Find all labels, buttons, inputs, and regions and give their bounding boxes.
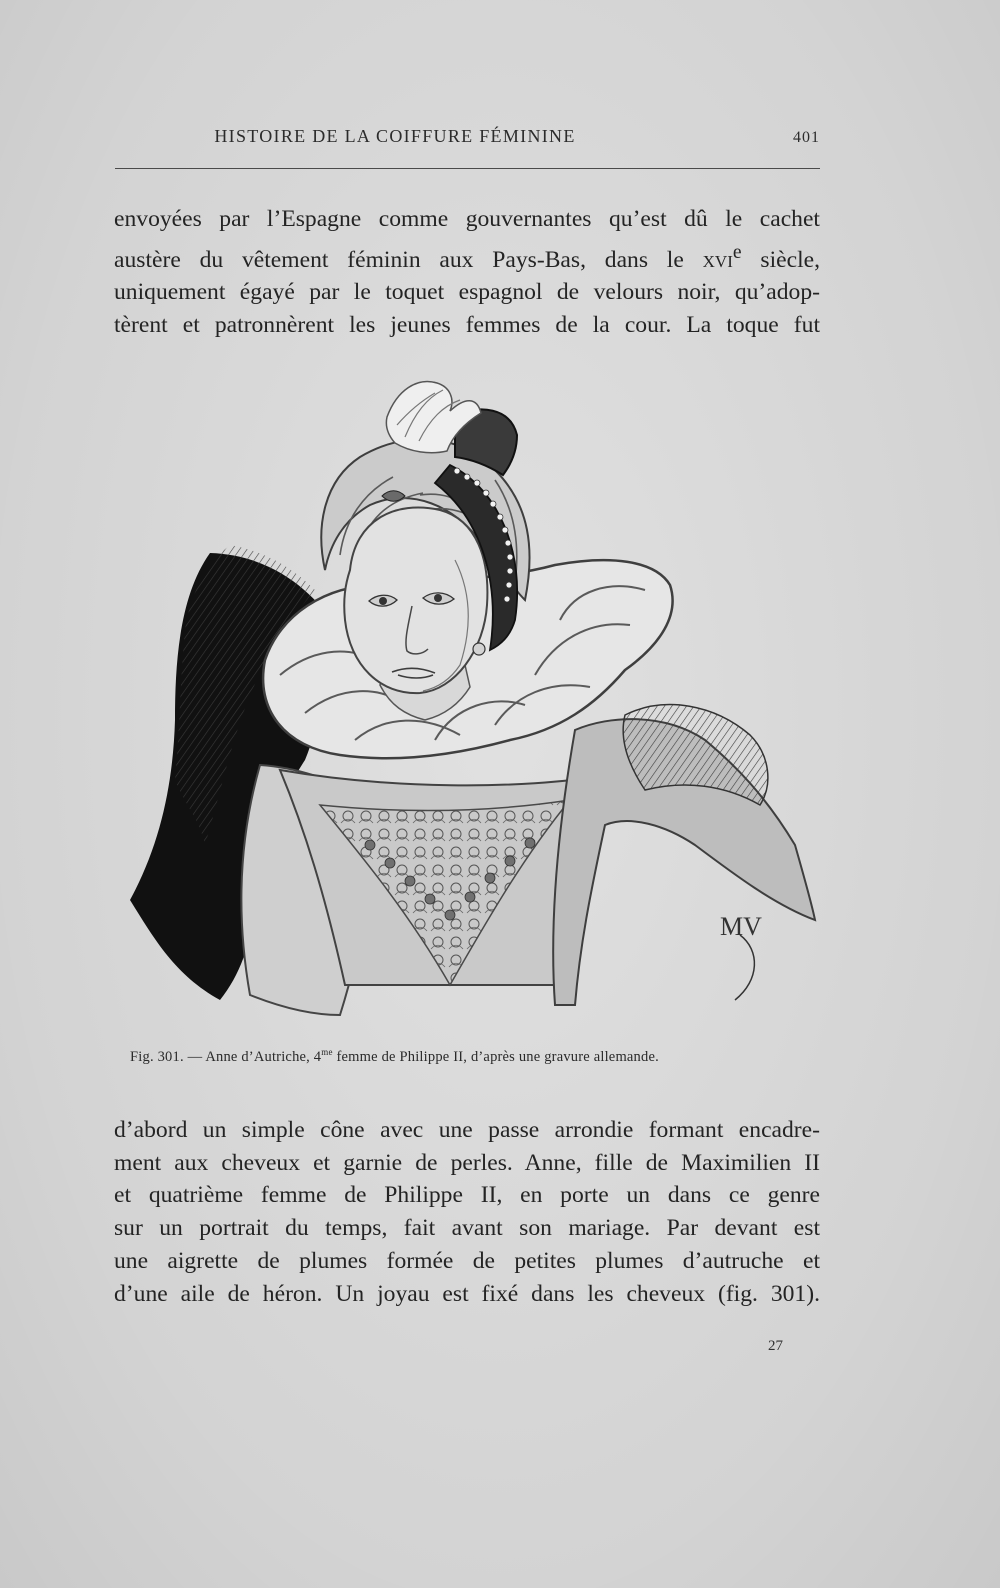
portrait-illustration	[105, 375, 825, 1020]
face	[344, 508, 487, 694]
header-rule	[115, 168, 820, 169]
artist-flourish	[735, 935, 754, 1000]
page-number: 401	[793, 129, 820, 146]
signature-number: 27	[768, 1338, 783, 1354]
bottom-line-6: d’une aile de héron. Un joyau est fixé dans les cheveux (fig. 301).	[114, 1280, 820, 1307]
bottom-line-2: ment aux cheveux et garnie de perles. Anne, fille de Maximilien II	[114, 1149, 820, 1176]
caption-prefix: Fig. 301. — Anne d’Autriche, 4	[130, 1048, 322, 1065]
century-suffix: e	[732, 240, 742, 263]
right-pupil	[434, 594, 442, 602]
caption-suffix: femme de Philippe II, d’après une gravure allemande.	[332, 1048, 659, 1065]
text-line-1: envoyées par l’Espagne comme gouvernantes qu’est dû le cachet	[114, 206, 820, 232]
running-head	[115, 126, 820, 156]
text-line-2-main: austère du vêtement féminin aux Pays-Bas, dans le	[114, 246, 703, 273]
running-title: HISTOIRE DE LA COIFFURE FÉMININE	[214, 126, 576, 146]
bottom-line-5: une aigrette de plumes formée de petites plumes d’autruche et	[114, 1247, 820, 1274]
earring	[473, 643, 485, 655]
text-line-3: uniquement égayé par le toquet espagnol de velours noir, qu’adop-	[114, 279, 820, 306]
text-line-4: tèrent et patronnèrent les jeunes femmes de la cour. La toque fut	[114, 311, 820, 338]
bottom-paragraph	[114, 1114, 820, 1310]
caption-superscript: me	[321, 1047, 333, 1057]
left-pupil	[379, 597, 387, 605]
figure-caption	[130, 1047, 800, 1066]
bottom-line-3: et quatrième femme de Philippe II, en porte un dans ce genre	[114, 1182, 820, 1209]
century-after: siècle,	[741, 246, 820, 273]
top-paragraph	[114, 203, 820, 342]
portrait-engraving	[105, 375, 825, 1020]
bottom-line-4: sur un portrait du temps, fait avant son mariage. Par devant est	[114, 1215, 820, 1242]
text-line-2	[114, 236, 820, 277]
bottom-line-1: d’abord un simple cône avec une passe arrondie formant encadre-	[114, 1117, 820, 1143]
artist-mark: MV	[720, 912, 762, 941]
century-roman: xvi	[702, 246, 733, 273]
